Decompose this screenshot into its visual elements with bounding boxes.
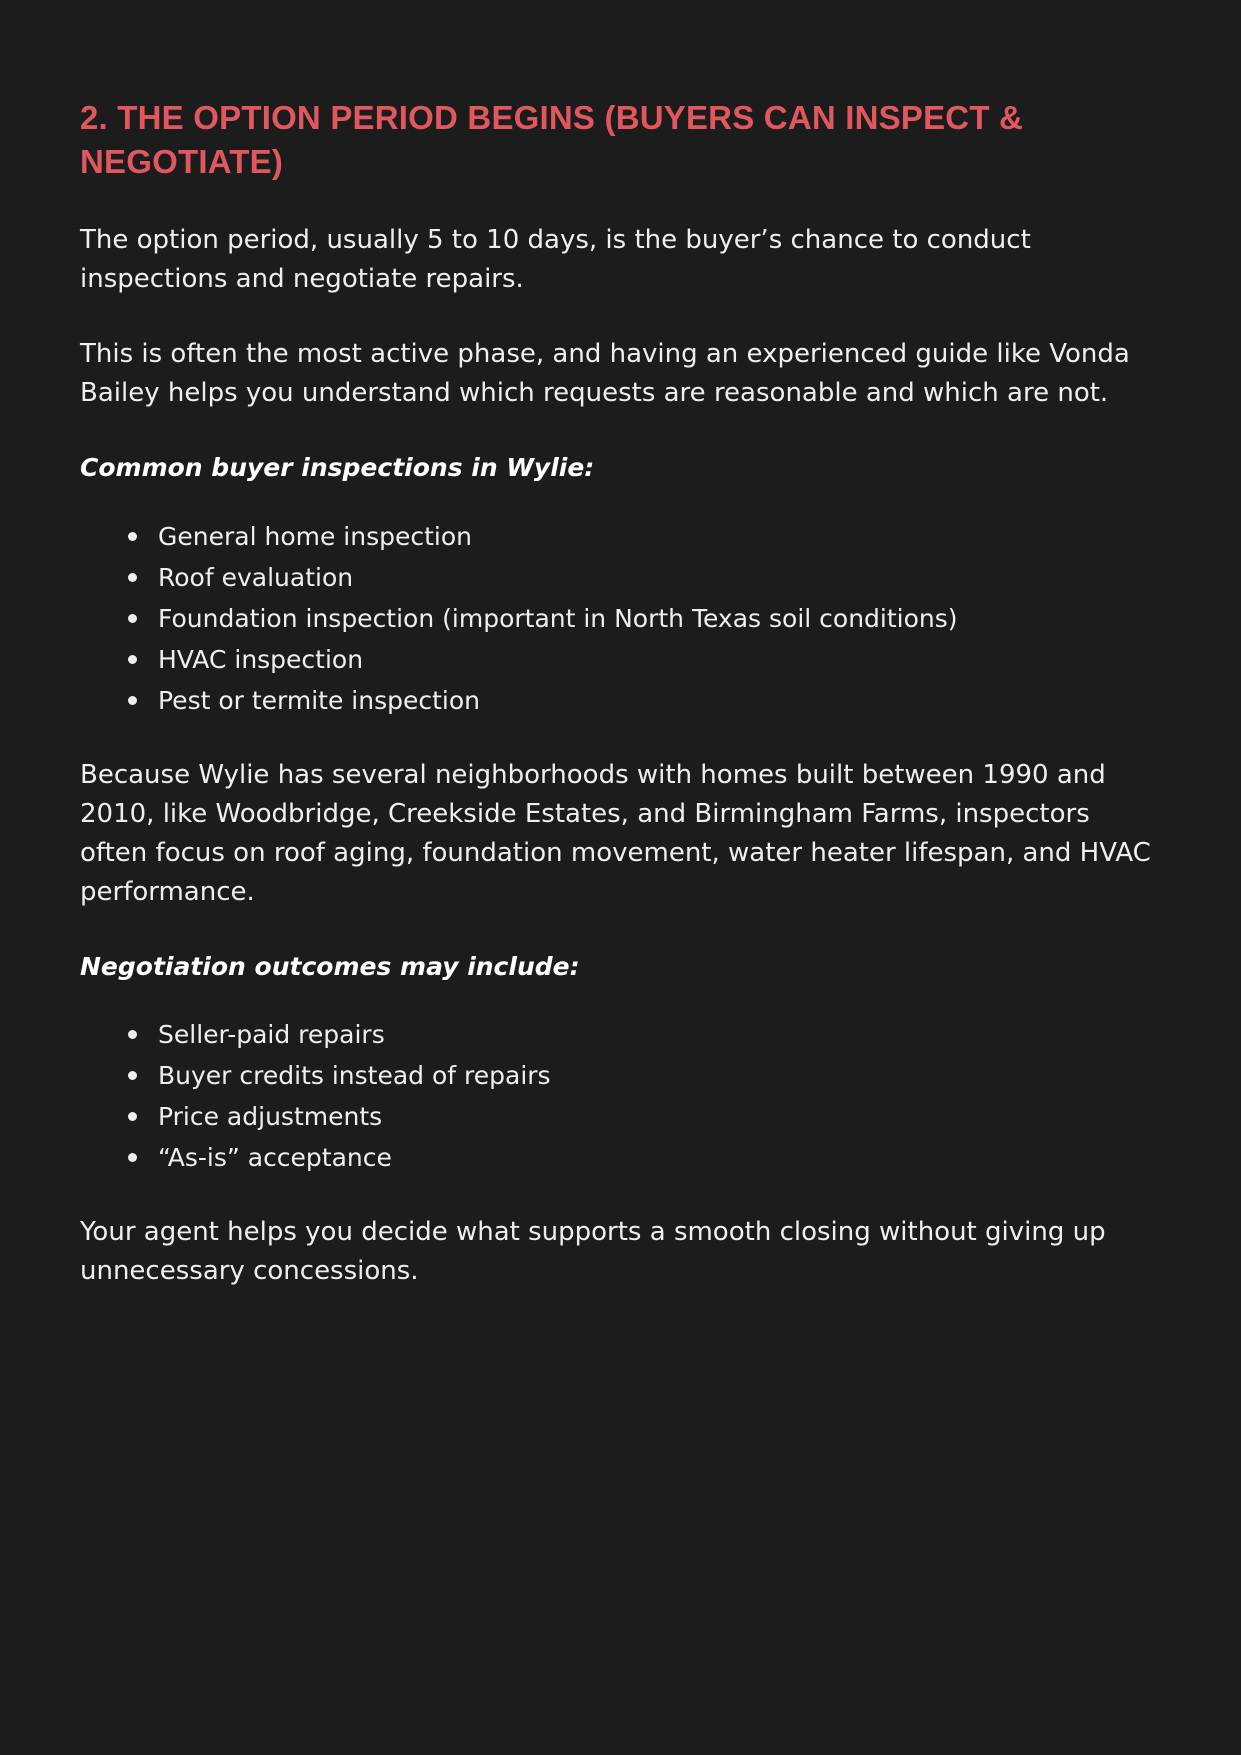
- inspections-list: [80, 517, 1161, 720]
- list-item: Price adjustments: [128, 1097, 1161, 1136]
- negotiation-outcomes-list: [80, 1015, 1161, 1177]
- list-item: Roof evaluation: [128, 558, 1161, 597]
- article-content: [80, 96, 1161, 1557]
- list-item: Seller-paid repairs: [128, 1015, 1161, 1054]
- neighborhoods-paragraph: Because Wylie has several neighborhoods with homes built between 1990 and 2010, like Woodbridge, Creekside Estates, and Birmingham Farms, inspectors often focus on roof aging, foundation movement, water heater lifespan, and HVAC performance.: [80, 759, 1151, 907]
- list-item: HVAC inspection: [128, 640, 1161, 679]
- guidance-paragraph: This is often the most active phase, and having an experienced guide like Vonda Bailey helps you understand which requests are reasonable and which are not.: [80, 339, 1130, 409]
- list-item: Foundation inspection (important in North Texas soil conditions): [128, 599, 1161, 638]
- inspections-lead-in: Common buyer inspections in Wylie:: [80, 453, 595, 483]
- intro-paragraph: The option period, usually 5 to 10 days, is the buyer’s chance to conduct inspections and negotiate repairs.: [80, 225, 1031, 295]
- bottom-spacer: [80, 1327, 1161, 1557]
- list-item: “As-is” acceptance: [128, 1138, 1161, 1177]
- negotiation-lead-in: Negotiation outcomes may include:: [80, 951, 580, 981]
- page-title: 2. THE OPTION PERIOD BEGINS (BUYERS CAN INSPECT & NEGOTIATE): [80, 99, 1024, 180]
- list-item: Pest or termite inspection: [128, 681, 1161, 720]
- list-item: General home inspection: [128, 517, 1161, 556]
- closing-paragraph: Your agent helps you decide what supports a smooth closing without giving up unnecessary concessions.: [80, 1217, 1106, 1287]
- list-item: Buyer credits instead of repairs: [128, 1056, 1161, 1095]
